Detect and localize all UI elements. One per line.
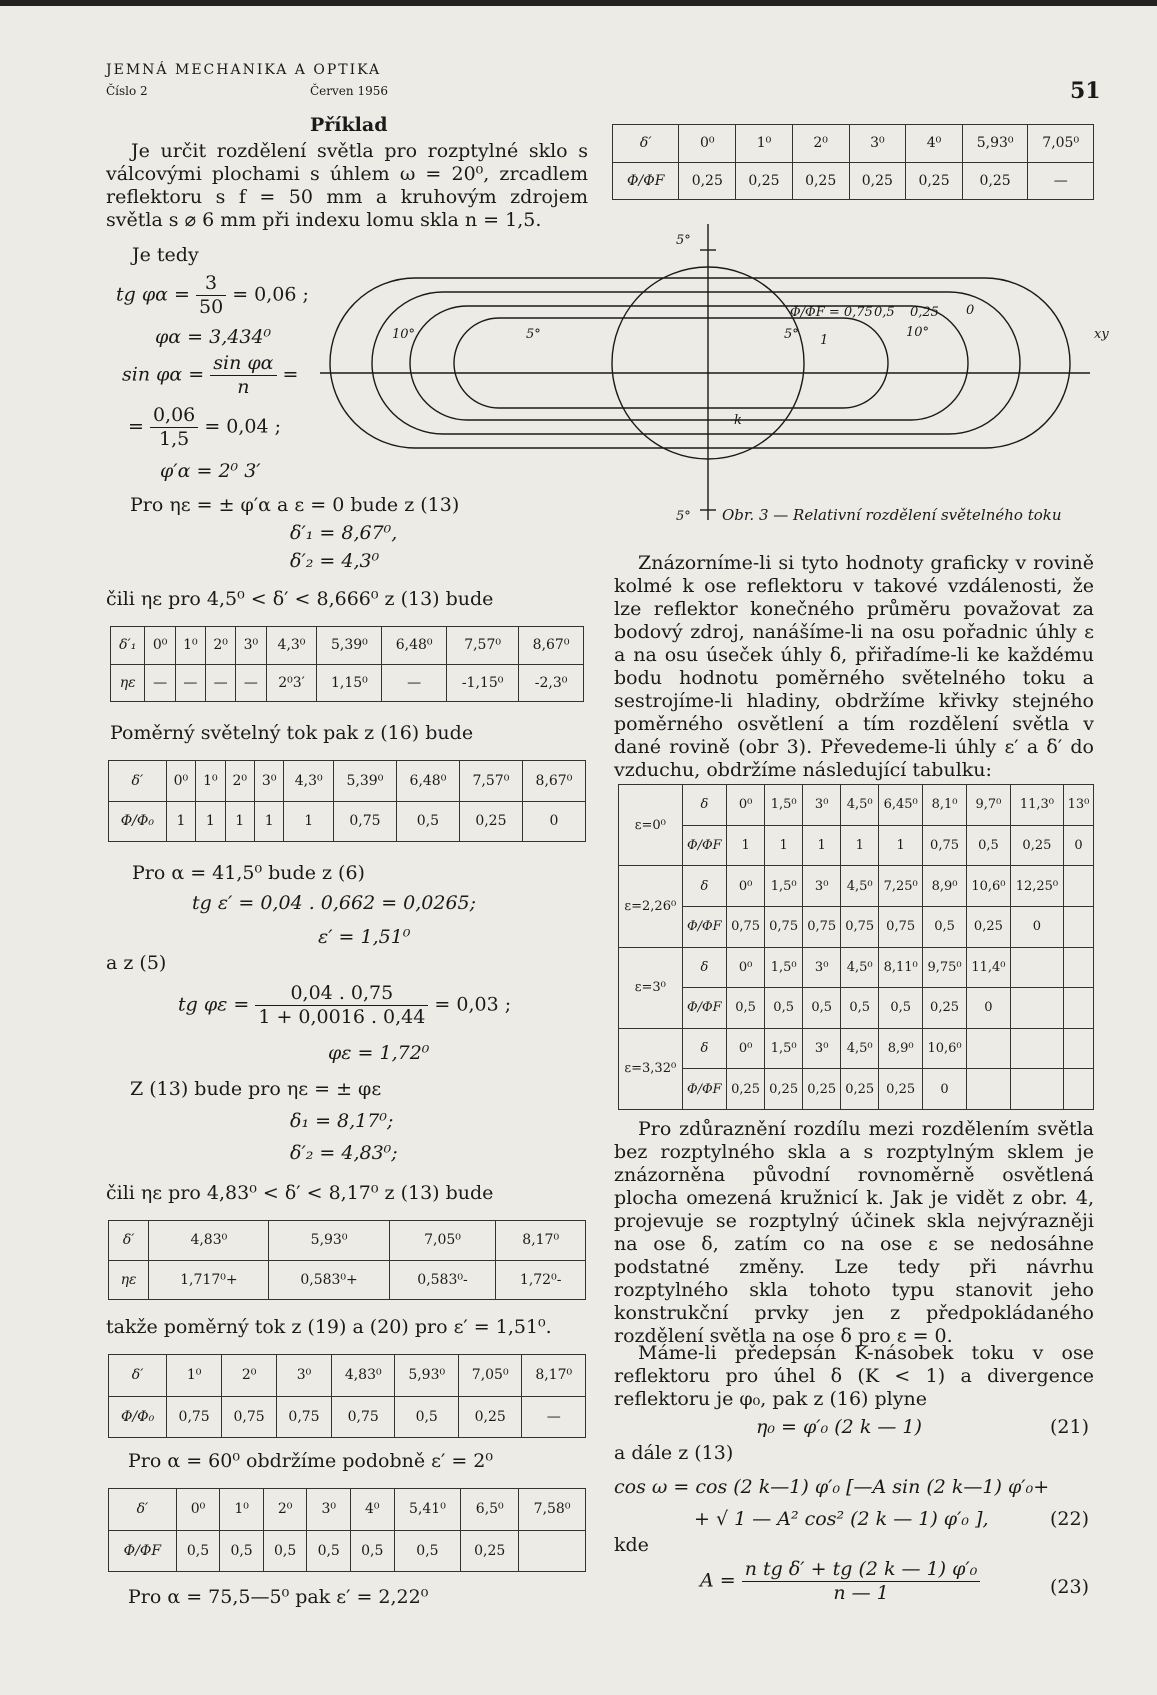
table-cell: 8,11⁰ [879, 947, 923, 988]
table-cell: ηε [111, 664, 145, 702]
equation-phi-prime-alpha: φ′α = 2⁰ 3′ [160, 460, 261, 482]
table-cell: 0,5 [396, 801, 459, 842]
table-cell: 1,72⁰- [496, 1260, 586, 1300]
table-cell: 0,75 [879, 906, 923, 947]
table-cell: 3⁰ [277, 1355, 332, 1397]
table-cell [1063, 1069, 1093, 1110]
table-cell: 0,75 [277, 1396, 332, 1438]
table-cell: 3⁰ [254, 761, 283, 802]
cili-text-1: čili ηε pro 4,5⁰ < δ′ < 8,666⁰ z (13) bude [106, 588, 494, 610]
figure-light-distribution [320, 210, 1110, 530]
cili-text-2: čili ηε pro 4,83⁰ < δ′ < 8,17⁰ z (13) bude [106, 1182, 494, 1204]
table-top-right [612, 124, 1094, 200]
group-label: ε=3⁰ [619, 947, 683, 1028]
table-cell: — [145, 664, 175, 702]
table-cell: 0⁰ [145, 627, 175, 665]
table-cell: 1,5⁰ [765, 1028, 803, 1069]
table-cell: 11,3⁰ [1010, 785, 1063, 826]
table-cell: 1⁰ [196, 761, 225, 802]
table-cell: 1 [284, 801, 334, 842]
epsilon-value: ε′ = 1,51⁰ [318, 926, 411, 948]
section-heading: Příklad [310, 114, 388, 136]
equation-phi-alpha: φα = 3,434⁰ [155, 326, 272, 348]
table-cell: 5,93⁰ [269, 1221, 389, 1261]
table-row [613, 162, 1094, 200]
equation-sin-phi-alpha: sin φα = $\frac{\text{sin φα}}{n}$ = [122, 352, 299, 398]
table-cell: 0,75 [331, 1396, 394, 1438]
equation-22-line2: + √ 1 — A² cos² (2 k — 1) φ′₀ ], [694, 1508, 989, 1530]
table-cell: 0⁰ [727, 785, 765, 826]
table-cell: 0 [1063, 825, 1093, 866]
table-cell: Φ/ΦF [682, 1069, 726, 1110]
table-cell: 0,75 [923, 825, 967, 866]
table-cell: Φ/ΦF [682, 825, 726, 866]
table-cell: 0,5 [923, 906, 967, 947]
table-epsilon-groups [618, 784, 1094, 1110]
table-cell: 1 [225, 801, 254, 842]
equation-23-number: (23) [1050, 1576, 1090, 1598]
label-10-left: 10° [392, 327, 416, 342]
table-cell: 7,57⁰ [459, 761, 522, 802]
issue-number: Číslo 2 [106, 84, 148, 98]
table-cell [1010, 988, 1063, 1029]
top-edge-bar [0, 0, 1157, 6]
table-cell: δ′ [109, 1221, 149, 1261]
table-cell: 0,25 [461, 1530, 519, 1572]
table-cell: 8,17⁰ [496, 1221, 586, 1261]
journal-title: JEMNÁ MECHANIKA A OPTIKA [106, 62, 382, 78]
table-cell: 8,9⁰ [879, 1028, 923, 1069]
table-cell: 10,6⁰ [923, 1028, 967, 1069]
table-cell: 6,48⁰ [396, 761, 459, 802]
table-cell [966, 1069, 1010, 1110]
delta1-second: δ₁ = 8,17⁰; [290, 1110, 394, 1132]
table-cell: 5,39⁰ [317, 627, 382, 665]
table-cell: 1 [879, 825, 923, 866]
table-cell [1010, 947, 1063, 988]
table-cell: 4,83⁰ [149, 1221, 269, 1261]
table-cell: 8,67⁰ [519, 627, 584, 665]
table-cell: 0,25 [679, 162, 736, 200]
label-10-right: 10° [906, 325, 930, 340]
table-cell: δ [682, 785, 726, 826]
table-cell: 0,25 [459, 801, 522, 842]
table-row [619, 947, 1094, 988]
table-cell: 0,25 [765, 1069, 803, 1110]
table-cell: Φ/ΦF [109, 1530, 177, 1572]
table-cell: 6,48⁰ [382, 627, 447, 665]
table-cell: 1 [727, 825, 765, 866]
table-cell: 1,5⁰ [765, 785, 803, 826]
table-cell: 0,25 [923, 988, 967, 1029]
table-cell: 0,25 [879, 1069, 923, 1110]
table-row [619, 988, 1094, 1029]
table-row [613, 125, 1094, 163]
table-flux-1 [108, 760, 586, 842]
intro-paragraph: Je určit rozdělení světla pro rozptylné sklo s válcovými plochami s úhlem ω = 20⁰, zrcadlem reflektoru s f = 50 mm a kruhovým zdrojem světla s ⌀ 6 mm při indexu lomu skla n = 1,5. [106, 140, 588, 231]
table-eta-2 [108, 1220, 586, 1300]
table-flux-3 [108, 1488, 586, 1572]
table-cell [1063, 1028, 1093, 1069]
label-5-left: 5° [526, 327, 541, 342]
table-row [109, 1489, 586, 1531]
table-cell: 0 [966, 988, 1010, 1029]
table-cell: Φ/ΦF [682, 988, 726, 1029]
label-xy: xy [1094, 327, 1109, 342]
table-cell: 0,5 [395, 1396, 458, 1438]
table-cell: 4,3⁰ [266, 627, 317, 665]
table-cell: 7,05⁰ [1028, 125, 1094, 163]
table-row [109, 1260, 586, 1300]
table-cell: — [1028, 162, 1094, 200]
group-label: ε=0⁰ [619, 785, 683, 866]
group-label: ε=3,32⁰ [619, 1028, 683, 1109]
table-row [619, 906, 1094, 947]
table-cell: 3⁰ [849, 125, 906, 163]
table-cell: 0,25 [906, 162, 963, 200]
table-row [109, 761, 586, 802]
table-cell: 4,83⁰ [331, 1355, 394, 1397]
table-cell: 5,93⁰ [395, 1355, 458, 1397]
table-cell: 3⁰ [803, 1028, 841, 1069]
table-row [109, 1396, 586, 1438]
table-cell: 0 [522, 801, 585, 842]
table-cell: 2⁰ [225, 761, 254, 802]
label-5-bottom: 5° [676, 509, 691, 524]
equation-tg-epsilon: tg ε′ = 0,04 . 0,662 = 0,0265; [192, 892, 477, 914]
table-cell: 0,25 [458, 1396, 521, 1438]
table-cell: 5,39⁰ [333, 761, 396, 802]
label-5-top: 5° [676, 233, 691, 248]
table-cell: 0,5 [841, 988, 879, 1029]
table-cell: 0,583⁰- [389, 1260, 496, 1300]
table-cell: 6,45⁰ [879, 785, 923, 826]
table-cell: Φ/Φ₀ [109, 1396, 167, 1438]
table-cell: Φ/ΦF [682, 906, 726, 947]
table-cell: δ [682, 1028, 726, 1069]
equation-tg-phi-alpha: tg φα = $\frac{3}{50}$ = 0,06 ; [116, 272, 309, 318]
table-cell: Φ/ΦF [613, 162, 679, 200]
table-cell: 0,25 [803, 1069, 841, 1110]
table-cell: 4,5⁰ [841, 1028, 879, 1069]
table-cell: -2,3⁰ [519, 664, 584, 702]
table-cell: 0,25 [966, 906, 1010, 947]
equation-22-number: (22) [1050, 1508, 1090, 1530]
phi-epsilon-value: φε = 1,72⁰ [328, 1042, 430, 1064]
equation-sin-value: = $\frac{0,06}{1,5}$ = 0,04 ; [128, 404, 282, 450]
group-label: ε=2,26⁰ [619, 866, 683, 947]
delta2-value: δ′₂ = 4,3⁰ [290, 550, 380, 572]
table-row [111, 627, 584, 665]
contour-075 [454, 318, 888, 408]
table-cell: 0,75 [765, 906, 803, 947]
table-cell: 1⁰ [736, 125, 793, 163]
table-cell: 8,67⁰ [522, 761, 585, 802]
table-eta-1 [110, 626, 584, 702]
table-row [109, 801, 586, 842]
table-cell: 7,25⁰ [879, 866, 923, 907]
pro60-text: Pro α = 60⁰ obdržíme podobně ε′ = 2⁰ [128, 1450, 493, 1472]
table-cell: ηε [109, 1260, 149, 1300]
table-cell: δ [682, 866, 726, 907]
table-cell: 8,1⁰ [923, 785, 967, 826]
table-cell: 5,41⁰ [394, 1489, 461, 1531]
table-cell: 0,75 [222, 1396, 277, 1438]
table-cell: 4⁰ [906, 125, 963, 163]
table-cell: 4,5⁰ [841, 947, 879, 988]
table-cell: δ [682, 947, 726, 988]
table-cell: 0,5 [176, 1530, 220, 1572]
table-cell: 0,25 [841, 1069, 879, 1110]
table-row [619, 825, 1094, 866]
table-cell: 0,5 [765, 988, 803, 1029]
table-cell: δ′ [109, 1355, 167, 1397]
table-cell: 7,58⁰ [519, 1489, 586, 1531]
table-cell: 0⁰ [679, 125, 736, 163]
je-tedy-text: Je tedy [132, 244, 199, 266]
table-cell: 0,5 [263, 1530, 307, 1572]
table-cell: 0,75 [803, 906, 841, 947]
table-cell: 3⁰ [803, 785, 841, 826]
table-cell: — [175, 664, 205, 702]
table-flux-2 [108, 1354, 586, 1438]
table-cell: 2⁰ [792, 125, 849, 163]
table-cell: 0,5 [307, 1530, 351, 1572]
table-cell: 0,75 [333, 801, 396, 842]
a-z5-text: a z (5) [106, 952, 167, 974]
table-cell: 0⁰ [166, 761, 195, 802]
table-cell: 1 [196, 801, 225, 842]
pro-eta-text: Pro ηε = ± φ′α a ε = 0 bude z (13) [130, 494, 460, 516]
table-row [109, 1530, 586, 1572]
table-cell: 0,25 [727, 1069, 765, 1110]
table-cell: 4⁰ [350, 1489, 394, 1531]
table-cell: 1,15⁰ [317, 664, 382, 702]
paragraph-1: Znázorníme-li si tyto hodnoty graficky v rovině kolmé k ose reflektoru v takové vzdálenosti, že lze reflektor konečného průměru považovat za bodový zdroj, nanášíme-li na osu pořadnic úhly ε a na osu úseček úhly δ, přiřadíme-li ke každému bodu hodnotu poměrného světelného toku a sestrojíme-li hladiny, obdržíme křivky stejného poměrného osvětlení a tím rozdělení světla v dané rovině (obr 3). Převedeme-li úhly ε′ a δ′ do vzduchu, obdržíme následující tabulku: [614, 552, 1094, 781]
table-row [109, 1355, 586, 1397]
table-cell: 9,75⁰ [923, 947, 967, 988]
pomerny-text: Poměrný světelný tok pak z (16) bude [110, 722, 474, 744]
table-row [111, 664, 584, 702]
paragraph-2: Pro zdůraznění rozdílu mezi rozdělením světla bez rozptylného skla a s rozptylným sklem je znázorněna původní rovnoměrně osvětlená plocha omezená kružnicí k. Jak je vidět z obr. 4, projevuje se rozptylný účinek skla nejvýrazněji na ose δ, zatím co na ose ε se nedosáhne podstatné změny. Lze tedy při návrhu rozptylného skla tohoto typu stanovit jeho konstrukční prvky jen z předpokládaného rozdělení světla na ose δ pro ε = 0. [614, 1118, 1094, 1347]
table-cell [966, 1028, 1010, 1069]
a-dale-text: a dále z (13) [614, 1442, 734, 1464]
table-cell: — [205, 664, 235, 702]
table-cell: 12,25⁰ [1010, 866, 1063, 907]
table-cell: 1⁰ [167, 1355, 222, 1397]
table-cell: 0,75 [167, 1396, 222, 1438]
table-cell: 3⁰ [803, 947, 841, 988]
z13-text: Z (13) bude pro ηε = ± φε [130, 1078, 382, 1100]
table-cell: — [382, 664, 447, 702]
contour-05 [410, 306, 968, 420]
table-cell: 1,5⁰ [765, 947, 803, 988]
page-number: 51 [1070, 78, 1101, 104]
table-cell: — [236, 664, 266, 702]
table-cell: 0,75 [727, 906, 765, 947]
pro-alpha-text: Pro α = 41,5⁰ bude z (6) [132, 862, 365, 884]
table-cell: 0,5 [350, 1530, 394, 1572]
equation-tg-phi-epsilon: tg φε = $\frac{0,04 . 0,75}{1 + 0,0016 . 0,44}$ = 0,03 ; [178, 982, 512, 1028]
table-cell: 0,5 [966, 825, 1010, 866]
table-cell: 8,17⁰ [522, 1355, 586, 1397]
table-cell: δ′ [613, 125, 679, 163]
table-cell: 1,717⁰+ [149, 1260, 269, 1300]
table-cell: 1⁰ [220, 1489, 264, 1531]
table-cell: 0,25 [736, 162, 793, 200]
takze-text: takže poměrný tok z (19) a (20) pro ε′ = 1,51⁰. [106, 1316, 552, 1338]
table-cell: 0 [923, 1069, 967, 1110]
delta1-value: δ′₁ = 8,67⁰, [290, 522, 398, 544]
table-cell: 2⁰ [263, 1489, 307, 1531]
table-cell: 8,9⁰ [923, 866, 967, 907]
table-cell: 0,5 [803, 988, 841, 1029]
kde-text: kde [614, 1534, 649, 1556]
table-cell: 3⁰ [307, 1489, 351, 1531]
label-0: 0 [966, 303, 975, 318]
table-cell: δ′ [109, 761, 167, 802]
table-cell: 0⁰ [727, 866, 765, 907]
table-cell: 0,5 [727, 988, 765, 1029]
table-cell: — [522, 1396, 586, 1438]
label-5-right: 5° [784, 327, 799, 342]
table-cell: 7,05⁰ [389, 1221, 496, 1261]
table-cell: 11,4⁰ [966, 947, 1010, 988]
equation-22-line1: cos ω = cos (2 k—1) φ′₀ [—A sin (2 k—1) φ′₀+ [614, 1476, 1050, 1498]
issue-date: Červen 1956 [310, 84, 388, 98]
table-cell: Φ/Φ₀ [109, 801, 167, 842]
equation-21-number: (21) [1050, 1416, 1090, 1438]
table-cell: 0,25 [1010, 825, 1063, 866]
table-cell: 10,6⁰ [966, 866, 1010, 907]
contour-zero [330, 278, 1070, 448]
table-cell: 7,57⁰ [447, 627, 519, 665]
paragraph-3: Máme-li předepsán K-násobek toku v ose reflektoru pro úhel δ (K < 1) a divergence reflektoru je φ₀, pak z (16) plyne [614, 1342, 1094, 1410]
table-row [619, 1069, 1094, 1110]
table-row [619, 866, 1094, 907]
table-cell [1063, 947, 1093, 988]
table-row [109, 1221, 586, 1261]
table-cell: δ′ [109, 1489, 177, 1531]
delta2-second: δ′₂ = 4,83⁰; [290, 1142, 398, 1164]
table-cell: 1 [841, 825, 879, 866]
table-cell: 3⁰ [236, 627, 266, 665]
table-cell [519, 1530, 586, 1572]
table-cell: 0,25 [792, 162, 849, 200]
table-cell [1010, 1028, 1063, 1069]
table-row [619, 785, 1094, 826]
label-025: 0,25 [910, 305, 939, 320]
table-cell: 0,75 [841, 906, 879, 947]
table-cell: 7,05⁰ [458, 1355, 521, 1397]
table-cell: -1,15⁰ [447, 664, 519, 702]
pro75-text: Pro α = 75,5—5⁰ pak ε′ = 2,22⁰ [128, 1586, 429, 1608]
table-cell: 6,5⁰ [461, 1489, 519, 1531]
label-1: 1 [820, 333, 829, 348]
table-cell: 0,583⁰+ [269, 1260, 389, 1300]
table-cell [1063, 988, 1093, 1029]
table-cell: 0⁰ [727, 947, 765, 988]
table-cell [1010, 1069, 1063, 1110]
table-cell: 4,5⁰ [841, 866, 879, 907]
table-cell: 4,5⁰ [841, 785, 879, 826]
table-cell: 0,5 [220, 1530, 264, 1572]
table-cell: 4,3⁰ [284, 761, 334, 802]
table-cell: 0,25 [849, 162, 906, 200]
equation-23: A = $\frac{\text{n tg δ′ + tg (2 k — 1) φ′₀}}{n — 1}$ [700, 1558, 980, 1605]
table-cell: 2⁰ [222, 1355, 277, 1397]
table-cell: 0⁰ [176, 1489, 220, 1531]
table-cell: 1 [803, 825, 841, 866]
table-cell: 0 [1010, 906, 1063, 947]
table-cell: 0,5 [394, 1530, 461, 1572]
label-k: k [734, 413, 742, 428]
label-ratio: Φ/ΦF = 0,75 [790, 305, 873, 320]
table-cell: 3⁰ [803, 866, 841, 907]
table-cell: 0,25 [962, 162, 1028, 200]
table-cell: δ′₁ [111, 627, 145, 665]
table-cell [1063, 906, 1093, 947]
figure-caption: Obr. 3 — Relativní rozdělení světelného toku [722, 506, 1062, 524]
table-cell [1063, 866, 1093, 907]
table-cell: 13⁰ [1063, 785, 1093, 826]
table-cell: 0⁰ [727, 1028, 765, 1069]
table-cell: 2⁰ [205, 627, 235, 665]
table-cell: 1 [166, 801, 195, 842]
table-cell: 1⁰ [175, 627, 205, 665]
equation-21: η₀ = φ′₀ (2 k — 1) [756, 1416, 922, 1438]
table-cell: 0,5 [879, 988, 923, 1029]
table-cell: 1 [765, 825, 803, 866]
table-cell: 2⁰3′ [266, 664, 317, 702]
table-cell: 1,5⁰ [765, 866, 803, 907]
label-05: 0,5 [874, 305, 895, 320]
table-cell: 5,93⁰ [962, 125, 1028, 163]
table-cell: 9,7⁰ [966, 785, 1010, 826]
table-cell: 1 [254, 801, 283, 842]
table-row [619, 1028, 1094, 1069]
